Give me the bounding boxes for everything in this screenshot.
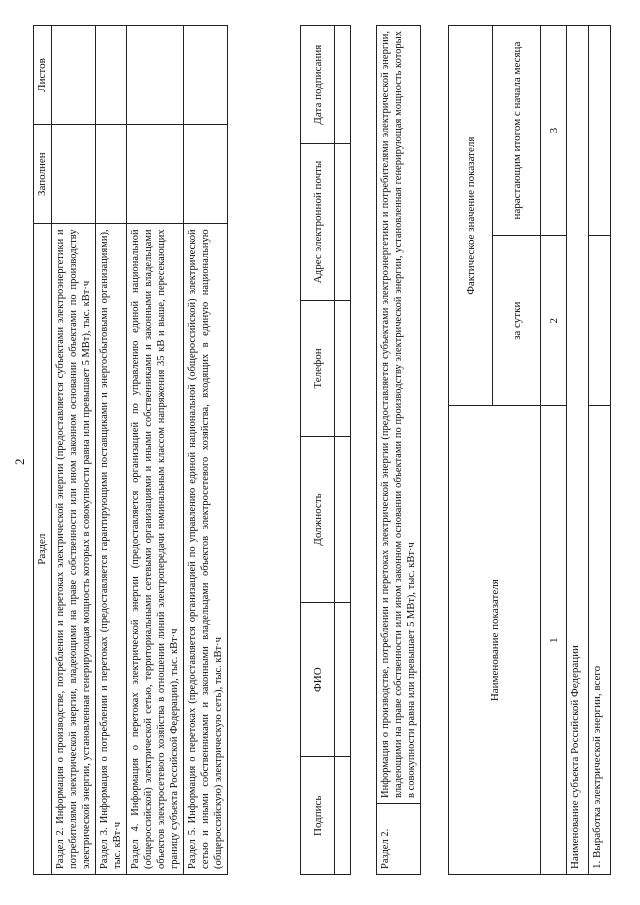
sheets-cell[interactable] xyxy=(52,26,96,125)
col-number-1: 1 xyxy=(541,406,567,875)
email-cell[interactable] xyxy=(335,144,351,300)
header-cumulative: нарастающим итогом с начала месяца xyxy=(493,26,541,236)
filled-cell[interactable] xyxy=(96,125,127,224)
table-row xyxy=(96,26,127,875)
header-filled: Заполнен xyxy=(34,125,52,224)
sheets-cell[interactable] xyxy=(184,26,228,125)
filled-cell[interactable] xyxy=(184,125,228,224)
header-fact-value: Фактическое значение показателя xyxy=(449,26,493,406)
table-row xyxy=(52,26,96,875)
per-day-value[interactable] xyxy=(589,236,611,406)
header-sheets: Листов xyxy=(34,26,52,125)
col-number-2: 2 xyxy=(541,236,567,406)
phone-cell[interactable] xyxy=(335,300,351,436)
indicator-row-label: 1. Выработка электрической энергии, всего xyxy=(589,406,611,875)
sheets-cell[interactable] xyxy=(96,26,127,125)
sections-table xyxy=(33,25,228,875)
filled-cell[interactable] xyxy=(127,125,184,224)
section2-label: Раздел 2. xyxy=(377,804,421,875)
table-row xyxy=(589,26,611,875)
header-indicator-name: Наименование показателя xyxy=(449,406,541,875)
header-full-name: ФИО xyxy=(301,602,335,757)
filled-cell[interactable] xyxy=(52,125,96,224)
header-position: Должность xyxy=(301,437,335,603)
position-cell[interactable] xyxy=(335,437,351,603)
section-description: Раздел 2. Информация о производстве, потреблении и перетоках электрической энергии (предоставляется субъектами электроэнергетики и потребителями электрической энергии, владеющими на праве собственности или ином законном основании объектами по производству электрической энергии, установленная генерирующая мощность которых в совокупности равна или превышает 5 МВт), тыс. кВт·ч xyxy=(52,224,96,875)
section2-text: Информация о производстве, потреблении и перетоках электрической энергии (предоставляется субъектами электроэнергетики и потребителями электрической энергии, владеющими на праве собственности или ином законном основании объектами по производству электрической энергии, установленная генерирующая мощность которых в совокупности равна или превышает 5 МВт), тыс. кВт·ч xyxy=(377,26,421,804)
section-description: Раздел 5. Информация о перетоках (предоставляется организацией по управлению единой национальной (общероссийской) электрической сетью и иными собственниками и законными владельцами объектов электросетевого хозяйства, входящих в единую национальную (общероссийскую) электрическую сеть), тыс. кВт·ч xyxy=(184,224,228,875)
signature-table xyxy=(300,25,351,875)
header-per-day: за сутки xyxy=(493,236,541,406)
indicators-table xyxy=(448,25,611,875)
section-description: Раздел 3. Информация о потреблении и перетоках (предоставляется гарантирующими поставщиками и энергосбытовыми организациями), тыс. кВт·ч xyxy=(96,224,127,875)
sign-date-cell[interactable] xyxy=(335,26,351,144)
col-number-3: 3 xyxy=(541,26,567,236)
sheets-cell[interactable] xyxy=(127,26,184,125)
section2-table xyxy=(376,25,421,875)
section-description: Раздел 4. Информация о перетоках электрической энергии (предоставляется организацией по управлению единой национальной (общероссийской) электрической сетью, территориальными сетевыми организациями и иными собственниками и законными владельцами объектов электросетевого хозяйства в отношении линий электропередачи номинальным классом напряжения 35 кВ и выше, пересекающих границу субъекта Российской Федерации), тыс. кВт·ч xyxy=(127,224,184,875)
cumulative-value[interactable] xyxy=(589,26,611,236)
header-phone: Телефон xyxy=(301,300,335,436)
page-number: 2 xyxy=(12,458,27,465)
header-section: Раздел xyxy=(34,224,52,875)
header-email: Адрес электронной почты xyxy=(301,144,335,300)
full-name-cell[interactable] xyxy=(335,602,351,757)
region-row: Наименование субъекта Российской Федерации xyxy=(567,26,589,875)
signature-cell[interactable] xyxy=(335,757,351,875)
table-row xyxy=(184,26,228,875)
header-sign-date: Дата подписания xyxy=(301,26,335,144)
table-row xyxy=(127,26,184,875)
header-signature: Подпись xyxy=(301,757,335,875)
